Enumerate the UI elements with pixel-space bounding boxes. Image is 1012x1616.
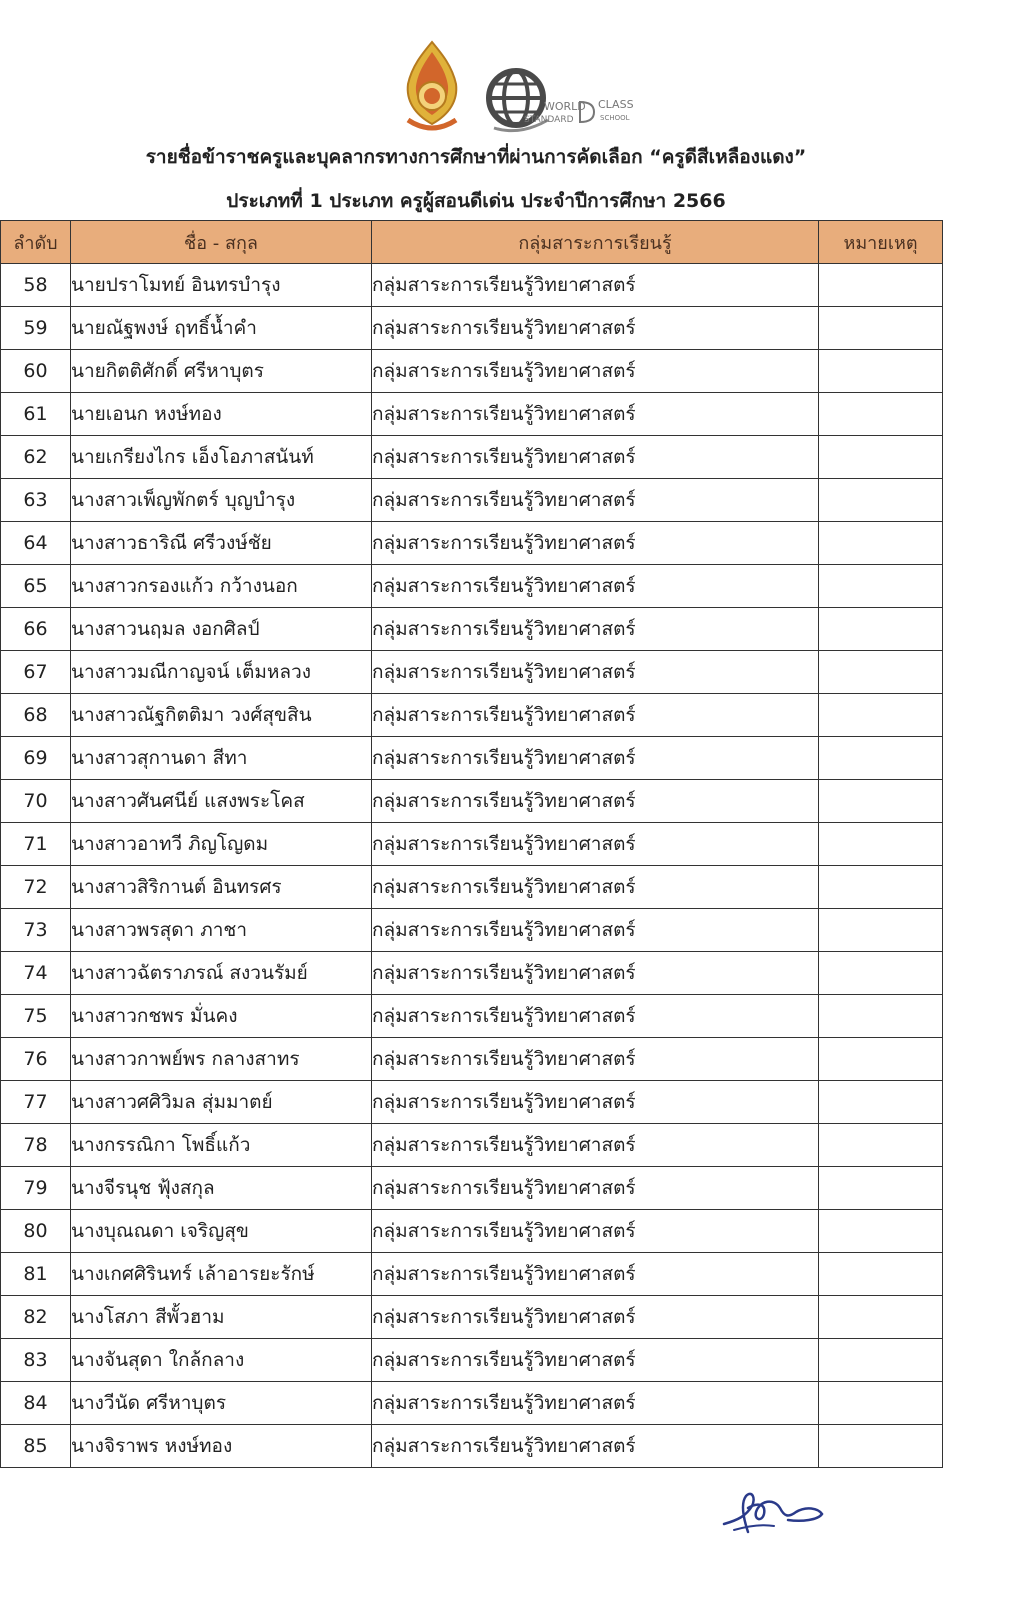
column-header-learning-group: กลุ่มสาระการเรียนรู้ bbox=[372, 221, 819, 264]
name-cell: นายปราโมทย์ อินทรบำรุง bbox=[71, 264, 372, 307]
table-row bbox=[1, 264, 943, 307]
order-cell: 70 bbox=[1, 780, 71, 823]
name-cell: นางสาวกาพย์พร กลางสาทร bbox=[71, 1038, 372, 1081]
order-cell: 78 bbox=[1, 1124, 71, 1167]
order-cell: 69 bbox=[1, 737, 71, 780]
teacher-list-table bbox=[0, 220, 943, 1468]
name-cell: นางสาวศศิวิมล สุ่มมาตย์ bbox=[71, 1081, 372, 1124]
remark-cell bbox=[819, 264, 943, 307]
learning-group-cell: กลุ่มสาระการเรียนรู้วิทยาศาสตร์ bbox=[372, 522, 819, 565]
learning-group-cell: กลุ่มสาระการเรียนรู้วิทยาศาสตร์ bbox=[372, 307, 819, 350]
name-cell: นางกรรณิกา โพธิ์แก้ว bbox=[71, 1124, 372, 1167]
svg-text:STANDARD: STANDARD bbox=[524, 115, 574, 125]
name-cell: นางจันสุดา ใกล้กลาง bbox=[71, 1339, 372, 1382]
remark-cell bbox=[819, 565, 943, 608]
remark-cell bbox=[819, 1210, 943, 1253]
order-cell: 73 bbox=[1, 909, 71, 952]
learning-group-cell: กลุ่มสาระการเรียนรู้วิทยาศาสตร์ bbox=[372, 608, 819, 651]
order-cell: 83 bbox=[1, 1339, 71, 1382]
learning-group-cell: กลุ่มสาระการเรียนรู้วิทยาศาสตร์ bbox=[372, 1382, 819, 1425]
remark-cell bbox=[819, 694, 943, 737]
order-cell: 75 bbox=[1, 995, 71, 1038]
name-cell: นายณัฐพงษ์ ฤทธิ์น้ำคำ bbox=[71, 307, 372, 350]
table-row bbox=[1, 1167, 943, 1210]
learning-group-cell: กลุ่มสาระการเรียนรู้วิทยาศาสตร์ bbox=[372, 1253, 819, 1296]
order-cell: 72 bbox=[1, 866, 71, 909]
remark-cell bbox=[819, 1382, 943, 1425]
table-row bbox=[1, 780, 943, 823]
remark-cell bbox=[819, 1167, 943, 1210]
order-cell: 59 bbox=[1, 307, 71, 350]
learning-group-cell: กลุ่มสาระการเรียนรู้วิทยาศาสตร์ bbox=[372, 565, 819, 608]
name-cell: นายเกรียงไกร เอ็งโอภาสนันท์ bbox=[71, 436, 372, 479]
learning-group-cell: กลุ่มสาระการเรียนรู้วิทยาศาสตร์ bbox=[372, 737, 819, 780]
signature-svg bbox=[718, 1480, 828, 1550]
learning-group-cell: กลุ่มสาระการเรียนรู้วิทยาศาสตร์ bbox=[372, 823, 819, 866]
learning-group-cell: กลุ่มสาระการเรียนรู้วิทยาศาสตร์ bbox=[372, 1339, 819, 1382]
order-cell: 67 bbox=[1, 651, 71, 694]
order-cell: 84 bbox=[1, 1382, 71, 1425]
name-cell: นางสาวสุกานดา สีทา bbox=[71, 737, 372, 780]
name-cell: นางสาวพรสุดา ภาชา bbox=[71, 909, 372, 952]
remark-cell bbox=[819, 1038, 943, 1081]
column-header-order: ลำดับ bbox=[1, 221, 71, 264]
table-header-row bbox=[1, 221, 943, 264]
name-cell: นายเอนก หงษ์ทอง bbox=[71, 393, 372, 436]
table-row bbox=[1, 651, 943, 694]
remark-cell bbox=[819, 1425, 943, 1468]
name-cell: นางสาวณัฐกิตติมา วงศ์สุขสิน bbox=[71, 694, 372, 737]
table-row bbox=[1, 608, 943, 651]
order-cell: 61 bbox=[1, 393, 71, 436]
table-row bbox=[1, 1382, 943, 1425]
column-header-name: ชื่อ - สกุล bbox=[71, 221, 372, 264]
remark-cell bbox=[819, 393, 943, 436]
remark-cell bbox=[819, 1296, 943, 1339]
name-cell: นางสาวกรองแก้ว กว้างนอก bbox=[71, 565, 372, 608]
learning-group-cell: กลุ่มสาระการเรียนรู้วิทยาศาสตร์ bbox=[372, 952, 819, 995]
table-row bbox=[1, 737, 943, 780]
order-cell: 65 bbox=[1, 565, 71, 608]
name-cell: นางสาวกชพร มั่นคง bbox=[71, 995, 372, 1038]
document-subtitle: ประเภทที่ 1 ประเภท ครูผู้สอนดีเด่น ประจำปีการศึกษา 2566 bbox=[226, 190, 726, 212]
signature-icon bbox=[718, 1480, 828, 1550]
svg-text:SCHOOL: SCHOOL bbox=[600, 114, 630, 122]
learning-group-cell: กลุ่มสาระการเรียนรู้วิทยาศาสตร์ bbox=[372, 393, 819, 436]
remark-cell bbox=[819, 737, 943, 780]
remark-cell bbox=[819, 952, 943, 995]
name-cell: นางสาวศันศนีย์ แสงพระโคส bbox=[71, 780, 372, 823]
table-row bbox=[1, 1296, 943, 1339]
table-row bbox=[1, 909, 943, 952]
remark-cell bbox=[819, 909, 943, 952]
remark-cell bbox=[819, 1081, 943, 1124]
table-row bbox=[1, 694, 943, 737]
name-cell: นางสาวฉัตราภรณ์ สงวนรัมย์ bbox=[71, 952, 372, 995]
table-row bbox=[1, 522, 943, 565]
remark-cell bbox=[819, 608, 943, 651]
table-row bbox=[1, 1081, 943, 1124]
name-cell: นางสาวเพ็ญพักตร์ บุญบำรุง bbox=[71, 479, 372, 522]
name-cell: นางสาวนฤมล งอกศิลป์ bbox=[71, 608, 372, 651]
name-cell: นางสาวสิริกานต์ อินทรศร bbox=[71, 866, 372, 909]
table-body bbox=[1, 264, 943, 1468]
table-row bbox=[1, 1038, 943, 1081]
name-cell: นายกิตติศักดิ์ ศรีหาบุตร bbox=[71, 350, 372, 393]
learning-group-cell: กลุ่มสาระการเรียนรู้วิทยาศาสตร์ bbox=[372, 1081, 819, 1124]
table-row bbox=[1, 565, 943, 608]
column-header-remark: หมายเหตุ bbox=[819, 221, 943, 264]
learning-group-cell: กลุ่มสาระการเรียนรู้วิทยาศาสตร์ bbox=[372, 479, 819, 522]
order-cell: 64 bbox=[1, 522, 71, 565]
remark-cell bbox=[819, 1339, 943, 1382]
order-cell: 60 bbox=[1, 350, 71, 393]
name-cell: นางวีนัด ศรีหาบุตร bbox=[71, 1382, 372, 1425]
remark-cell bbox=[819, 1124, 943, 1167]
table-row bbox=[1, 866, 943, 909]
table-row bbox=[1, 995, 943, 1038]
name-cell: นางสาวธาริณี ศรีวงษ์ชัย bbox=[71, 522, 372, 565]
remark-cell bbox=[819, 651, 943, 694]
remark-cell bbox=[819, 522, 943, 565]
order-cell: 79 bbox=[1, 1167, 71, 1210]
order-cell: 68 bbox=[1, 694, 71, 737]
remark-cell bbox=[819, 307, 943, 350]
learning-group-cell: กลุ่มสาระการเรียนรู้วิทยาศาสตร์ bbox=[372, 694, 819, 737]
order-cell: 62 bbox=[1, 436, 71, 479]
table-row bbox=[1, 436, 943, 479]
order-cell: 66 bbox=[1, 608, 71, 651]
remark-cell bbox=[819, 479, 943, 522]
table-row bbox=[1, 823, 943, 866]
logo-svg bbox=[398, 38, 648, 138]
remark-cell bbox=[819, 436, 943, 479]
school-emblem-icon bbox=[408, 42, 457, 128]
order-cell: 82 bbox=[1, 1296, 71, 1339]
remark-cell bbox=[819, 1253, 943, 1296]
learning-group-cell: กลุ่มสาระการเรียนรู้วิทยาศาสตร์ bbox=[372, 780, 819, 823]
order-cell: 58 bbox=[1, 264, 71, 307]
table-row bbox=[1, 307, 943, 350]
remark-cell bbox=[819, 866, 943, 909]
learning-group-cell: กลุ่มสาระการเรียนรู้วิทยาศาสตร์ bbox=[372, 995, 819, 1038]
table-row bbox=[1, 479, 943, 522]
order-cell: 77 bbox=[1, 1081, 71, 1124]
order-cell: 63 bbox=[1, 479, 71, 522]
remark-cell bbox=[819, 780, 943, 823]
document-title: รายชื่อข้าราชครูและบุคลากรทางการศึกษาที่ผ่านการคัดเลือก “ครูดีสีเหลืองแดง” bbox=[145, 146, 807, 168]
svg-text:CLASS: CLASS bbox=[598, 98, 634, 111]
learning-group-cell: กลุ่มสาระการเรียนรู้วิทยาศาสตร์ bbox=[372, 1425, 819, 1468]
name-cell: นางบุณณดา เจริญสุข bbox=[71, 1210, 372, 1253]
table-row bbox=[1, 1425, 943, 1468]
learning-group-cell: กลุ่มสาระการเรียนรู้วิทยาศาสตร์ bbox=[372, 1124, 819, 1167]
remark-cell bbox=[819, 350, 943, 393]
table-row bbox=[1, 1210, 943, 1253]
learning-group-cell: กลุ่มสาระการเรียนรู้วิทยาศาสตร์ bbox=[372, 866, 819, 909]
order-cell: 80 bbox=[1, 1210, 71, 1253]
learning-group-cell: กลุ่มสาระการเรียนรู้วิทยาศาสตร์ bbox=[372, 651, 819, 694]
learning-group-cell: กลุ่มสาระการเรียนรู้วิทยาศาสตร์ bbox=[372, 1167, 819, 1210]
learning-group-cell: กลุ่มสาระการเรียนรู้วิทยาศาสตร์ bbox=[372, 909, 819, 952]
learning-group-cell: กลุ่มสาระการเรียนรู้วิทยาศาสตร์ bbox=[372, 350, 819, 393]
learning-group-cell: กลุ่มสาระการเรียนรู้วิทยาศาสตร์ bbox=[372, 264, 819, 307]
order-cell: 81 bbox=[1, 1253, 71, 1296]
table-row bbox=[1, 393, 943, 436]
order-cell: 71 bbox=[1, 823, 71, 866]
name-cell: นางจิราพร หงษ์ทอง bbox=[71, 1425, 372, 1468]
table-row bbox=[1, 350, 943, 393]
remark-cell bbox=[819, 995, 943, 1038]
name-cell: นางสาวอาทวี ภิญโญดม bbox=[71, 823, 372, 866]
name-cell: นางโสภา สีพั้วฮาม bbox=[71, 1296, 372, 1339]
name-cell: นางสาวมณีกาญจน์ เต็มหลวง bbox=[71, 651, 372, 694]
remark-cell bbox=[819, 823, 943, 866]
table-row bbox=[1, 1124, 943, 1167]
learning-group-cell: กลุ่มสาระการเรียนรู้วิทยาศาสตร์ bbox=[372, 1038, 819, 1081]
table-row bbox=[1, 1253, 943, 1296]
name-cell: นางเกศศิรินทร์ เล้าอารยะรักษ์ bbox=[71, 1253, 372, 1296]
name-cell: นางจีรนุช ฟุ้งสกุล bbox=[71, 1167, 372, 1210]
logo-group bbox=[398, 38, 648, 138]
learning-group-cell: กลุ่มสาระการเรียนรู้วิทยาศาสตร์ bbox=[372, 1210, 819, 1253]
table-header bbox=[1, 221, 943, 264]
order-cell: 74 bbox=[1, 952, 71, 995]
world-class-globe-icon bbox=[489, 71, 634, 131]
order-cell: 85 bbox=[1, 1425, 71, 1468]
order-cell: 76 bbox=[1, 1038, 71, 1081]
table-row bbox=[1, 952, 943, 995]
table-row bbox=[1, 1339, 943, 1382]
learning-group-cell: กลุ่มสาระการเรียนรู้วิทยาศาสตร์ bbox=[372, 436, 819, 479]
learning-group-cell: กลุ่มสาระการเรียนรู้วิทยาศาสตร์ bbox=[372, 1296, 819, 1339]
svg-text:WORLD: WORLD bbox=[544, 100, 586, 113]
